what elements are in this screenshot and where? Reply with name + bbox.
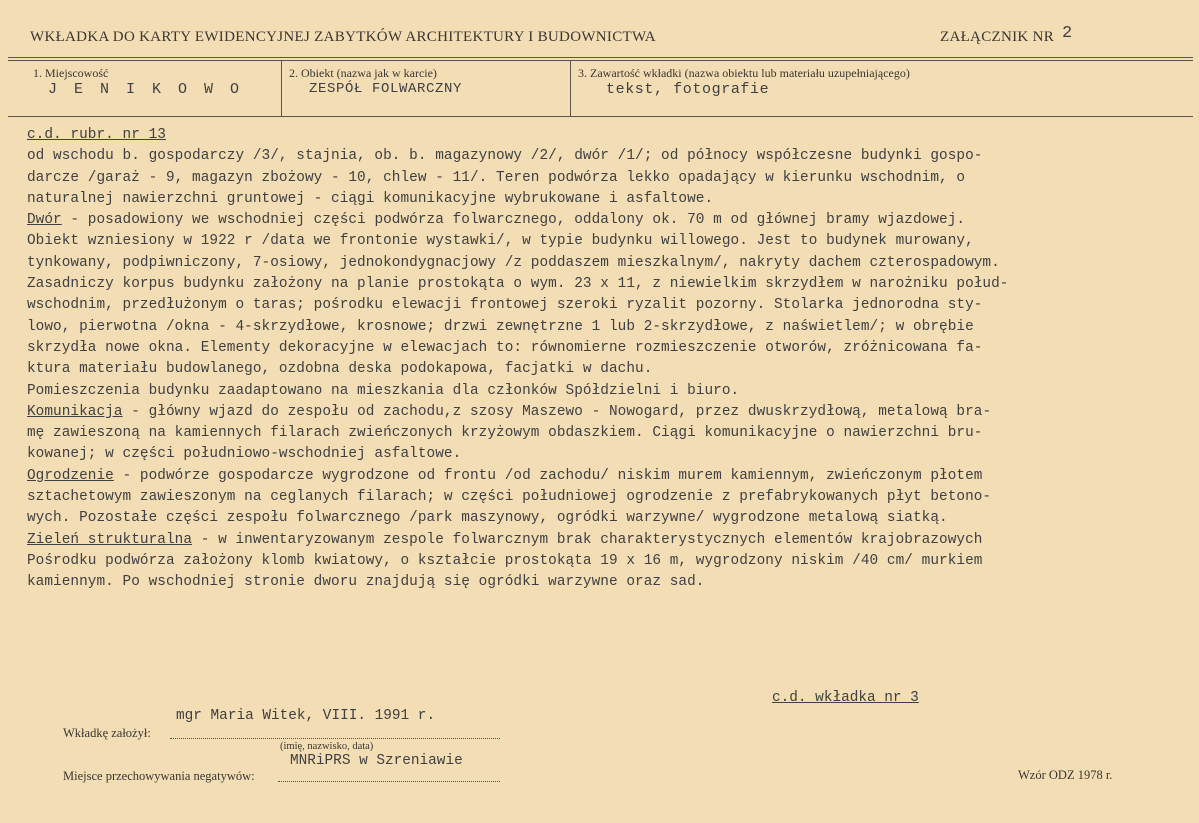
author-label: Wkładkę założył: (63, 726, 151, 740)
text-line: ktura materiału budowlanego, ozdobna deska podokapowa, facjatki w dachu. (27, 361, 653, 378)
typewritten-body (27, 125, 1192, 594)
continuation-heading: c.d. rubr. nr 13 (27, 127, 166, 143)
text-line: darcze /garaż - 9, magazyn zbożowy - 10, chlew - 11/. Teren podwórza lekko opadający w kierunku wschodnim, o (27, 169, 966, 186)
text-span: - w inwentaryzowanym zespole folwarcznym brak charakterystycznych elementów krajobrazowych (192, 531, 983, 548)
text-line (27, 530, 1192, 551)
text-line (27, 402, 1192, 423)
negatives-dotted-line (278, 781, 500, 782)
text-line: Obiekt wzniesiony w 1922 r /data we frontonie wystawki/, w typie budynku willowego. Jest to budynek murowany, (27, 233, 974, 250)
text-span: - podwórze gospodarcze wygrodzone od frontu /od zachodu/ niskim murem kamiennym, zwieńczonym płotem (113, 467, 983, 484)
header-rule-top-inner (8, 60, 1193, 61)
text-line: sztachetowym zawieszonym na ceglanych filarach; w części południowej ogrodzenie z prefabrykowanych płyt betono- (27, 489, 992, 506)
section-heading-dwor: Dwór (27, 212, 62, 229)
section-heading-zielen: Zieleń strukturalna (27, 531, 193, 548)
text-line: wych. Pozostałe części zespołu folwarcznego /park maszynowy, ogródki warzywne/ wygrodzone metalową siatką. (27, 510, 948, 527)
text-line (27, 210, 1192, 231)
field-locality-value: J E N I K O W O (48, 81, 244, 98)
form-code: Wzór ODZ 1978 r. (1018, 768, 1113, 782)
header-rule-bottom (8, 116, 1193, 117)
text-line: wschodnim, przedłużonym o taras; pośrodku elewacji frontowej szeroki ryzalit pozorny. Stolarka jednorodna sty- (27, 297, 983, 314)
text-line: naturalnej nawierzchni gruntowej - ciągi komunikacyjne wybrukowane i asfaltowe. (27, 190, 714, 207)
author-hint: (imię, nazwisko, data) (280, 741, 374, 752)
header-rule-top (8, 57, 1193, 58)
author-value: mgr Maria Witek, VIII. 1991 r. (176, 708, 436, 724)
negatives-label: Miejsce przechowywania negatywów: (63, 769, 255, 783)
text-line: Pośrodku podwórza założony klomb kwiatowy, o kształcie prostokąta 19 x 16 m, wygrodzony niskim /40 cm/ murkiem (27, 552, 983, 569)
field-object-label: 2. Obiekt (nazwa jak w karcie) (289, 66, 437, 80)
text-line: od wschodu b. gospodarczy /3/, stajnia, ob. b. magazynowy /2/, dwór /1/; od północy współczesne budynki gospo- (27, 148, 983, 165)
field-divider-2 (570, 60, 571, 116)
text-line: Pomieszczenia budynku zaadaptowano na mieszkania dla członków Spółdzielni i biuro. (27, 382, 740, 399)
continuation-note: c.d. wkładka nr 3 (772, 690, 919, 706)
field-locality-label: 1. Miejscowość (33, 66, 109, 80)
field-content-label: 3. Zawartość wkładki (nazwa obiektu lub materiału uzupełniającego) (578, 66, 910, 80)
form-title: WKŁADKA DO KARTY EWIDENCYJNEJ ZABYTKÓW ARCHITEKTURY I BUDOWNICTWA (30, 29, 656, 45)
text-line (27, 466, 1192, 487)
field-divider-1 (281, 60, 282, 116)
text-span: - główny wjazd do zespołu od zachodu,z szosy Maszewo - Nowogard, przez dwuskrzydłową, metalową bra- (122, 403, 992, 420)
negatives-value: MNRiPRS w Szreniawie (290, 753, 463, 769)
field-object-value: ZESPÓŁ FOLWARCZNY (309, 81, 463, 97)
author-dotted-line (170, 738, 500, 739)
text-line: lowo, pierwotna /okna - 4-skrzydłowe, krosnowe; drzwi zewnętrzne 1 lub 2-skrzydłowe, z naświetlem/; w obrębie (27, 318, 974, 335)
section-heading-ogrodzenie: Ogrodzenie (27, 467, 114, 484)
attachment-label: ZAŁĄCZNIK NR (940, 29, 1055, 45)
section-heading-komunikacja: Komunikacja (27, 403, 123, 420)
text-line: kowanej; w części południowo-wschodniej asfaltowe. (27, 446, 462, 463)
text-span: - posadowiony we wschodniej części podwórza folwarcznego, oddalony ok. 70 m od głównej bramy wjazdowej. (61, 212, 966, 229)
text-line: kamiennym. Po wschodniej stronie dworu znajdują się ogródki warzywne oraz sad. (27, 574, 705, 591)
text-line: mę zawieszoną na kamiennych filarach zwieńczonych krzyżowym obdaszkiem. Ciągi komunikacyjne o nawierzchni bru- (27, 425, 983, 442)
text-line: Zasadniczy korpus budynku założony na planie prostokąta o wym. 23 x 11, z niewielkim skrzydłem w narożniku połud- (27, 276, 1009, 293)
attachment-number: 2 (1062, 24, 1073, 43)
text-line: tynkowany, podpiwniczony, 7-osiowy, jednokondygnacjowy /z poddaszem mieszkalnym/, nakryty dachem czterospadowym. (27, 254, 1000, 271)
field-content-value: tekst, fotografie (606, 81, 770, 98)
text-line: skrzydła nowe okna. Elementy dekoracyjne w elewacjach to: równomierne rozmieszczenie otworów, zróżnicowana fa- (27, 339, 983, 356)
